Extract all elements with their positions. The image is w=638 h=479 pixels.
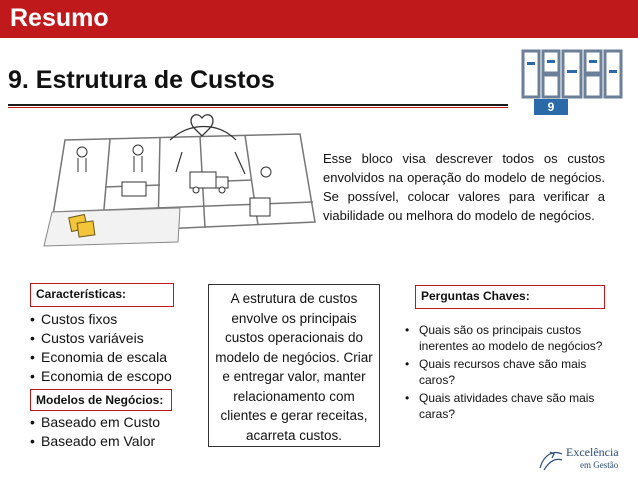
title-divider xyxy=(8,104,508,106)
list-item: • Quais atividades chave são mais caras? xyxy=(405,390,605,422)
page-title: 9. Estrutura de Custos xyxy=(8,66,275,94)
caracteristicas-label: Características: xyxy=(30,283,174,307)
list-item: • Quais são os principais custos inerentes ao modelo de negócios? xyxy=(405,322,605,354)
perguntas-label: Perguntas Chaves: xyxy=(415,285,605,309)
perguntas-list xyxy=(405,322,605,424)
list-item: • Custos variáveis xyxy=(30,329,172,348)
list-item: • Economia de escopo xyxy=(30,367,172,386)
business-model-canvas-illustration xyxy=(30,112,320,262)
list-item: • Baseado em Custo xyxy=(30,413,160,432)
list-item: • Baseado em Valor xyxy=(30,432,160,451)
canvas-grid-logo-icon xyxy=(521,48,625,100)
list-item: • Quais recursos chave são mais caros? xyxy=(405,356,605,388)
modelos-list xyxy=(30,413,160,451)
list-item: • Economia de escala xyxy=(30,348,172,367)
caracteristicas-list xyxy=(30,310,172,386)
list-item: • Custos fixos xyxy=(30,310,172,329)
block-number-badge: 9 xyxy=(534,99,568,115)
modelos-label: Modelos de Negócios: xyxy=(30,389,172,411)
footer-brand-sub: em Gestão xyxy=(580,460,619,470)
intro-paragraph: Esse bloco visa descrever todos os custos envolvidos na operação do modelo de negócios. Se possível, colocar valores para verificar a viabilidade ou melhora do modelo de negócios. xyxy=(323,151,605,223)
header-bar xyxy=(0,0,638,38)
footer-brand: Excelência xyxy=(566,445,619,459)
summary-box: A estrutura de custos envolve os principais custos operacionais do modelo de negócios. Criar e entregar valor, manter relacionamento com clientes e gerar receitas, acarreta custos. xyxy=(208,284,380,447)
header-title: Resumo xyxy=(10,4,109,32)
title-divider-accent xyxy=(8,107,508,108)
